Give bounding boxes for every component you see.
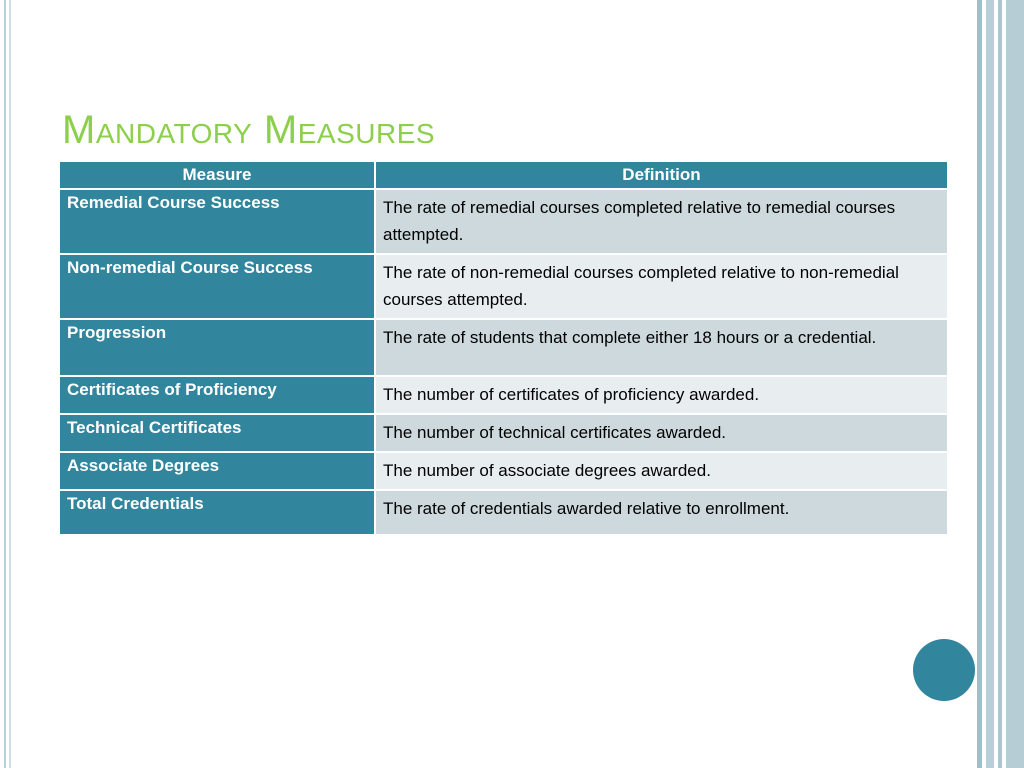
- header-measure: Measure: [60, 162, 375, 189]
- table-row: [60, 319, 947, 376]
- measure-cell: Non-remedial Course Success: [60, 254, 375, 319]
- measure-cell: Certificates of Proficiency: [60, 376, 375, 414]
- table-row: [60, 452, 947, 490]
- definition-cell: The rate of non-remedial courses completed relative to non-remedial courses attempted.: [375, 254, 947, 319]
- table-row: [60, 254, 947, 319]
- measure-cell: Progression: [60, 319, 375, 376]
- measure-cell: Technical Certificates: [60, 414, 375, 452]
- table-header-row: [60, 162, 947, 189]
- table-row: [60, 376, 947, 414]
- definition-cell: The number of certificates of proficiency awarded.: [375, 376, 947, 414]
- measures-table: [60, 162, 947, 536]
- table-row: [60, 189, 947, 254]
- table-row: [60, 414, 947, 452]
- header-definition: Definition: [375, 162, 947, 189]
- definition-cell: The rate of credentials awarded relative to enrollment.: [375, 490, 947, 535]
- decorative-stripe: [977, 0, 982, 768]
- definition-cell: The rate of remedial courses completed relative to remedial courses attempted.: [375, 189, 947, 254]
- measure-cell: Associate Degrees: [60, 452, 375, 490]
- slide-border-line: [4, 0, 6, 768]
- slide-title: Mandatory Measures: [62, 108, 436, 152]
- measure-cell: Total Credentials: [60, 490, 375, 535]
- decorative-stripe: [986, 0, 994, 768]
- definition-cell: The number of associate degrees awarded.: [375, 452, 947, 490]
- decorative-stripe: [1006, 0, 1024, 768]
- table-row: [60, 490, 947, 535]
- measure-cell: Remedial Course Success: [60, 189, 375, 254]
- decorative-stripe: [998, 0, 1002, 768]
- slide-border-line: [9, 0, 11, 768]
- definition-cell: The number of technical certificates awarded.: [375, 414, 947, 452]
- definition-cell: The rate of students that complete either 18 hours or a credential.: [375, 319, 947, 376]
- decorative-circle: [913, 639, 975, 701]
